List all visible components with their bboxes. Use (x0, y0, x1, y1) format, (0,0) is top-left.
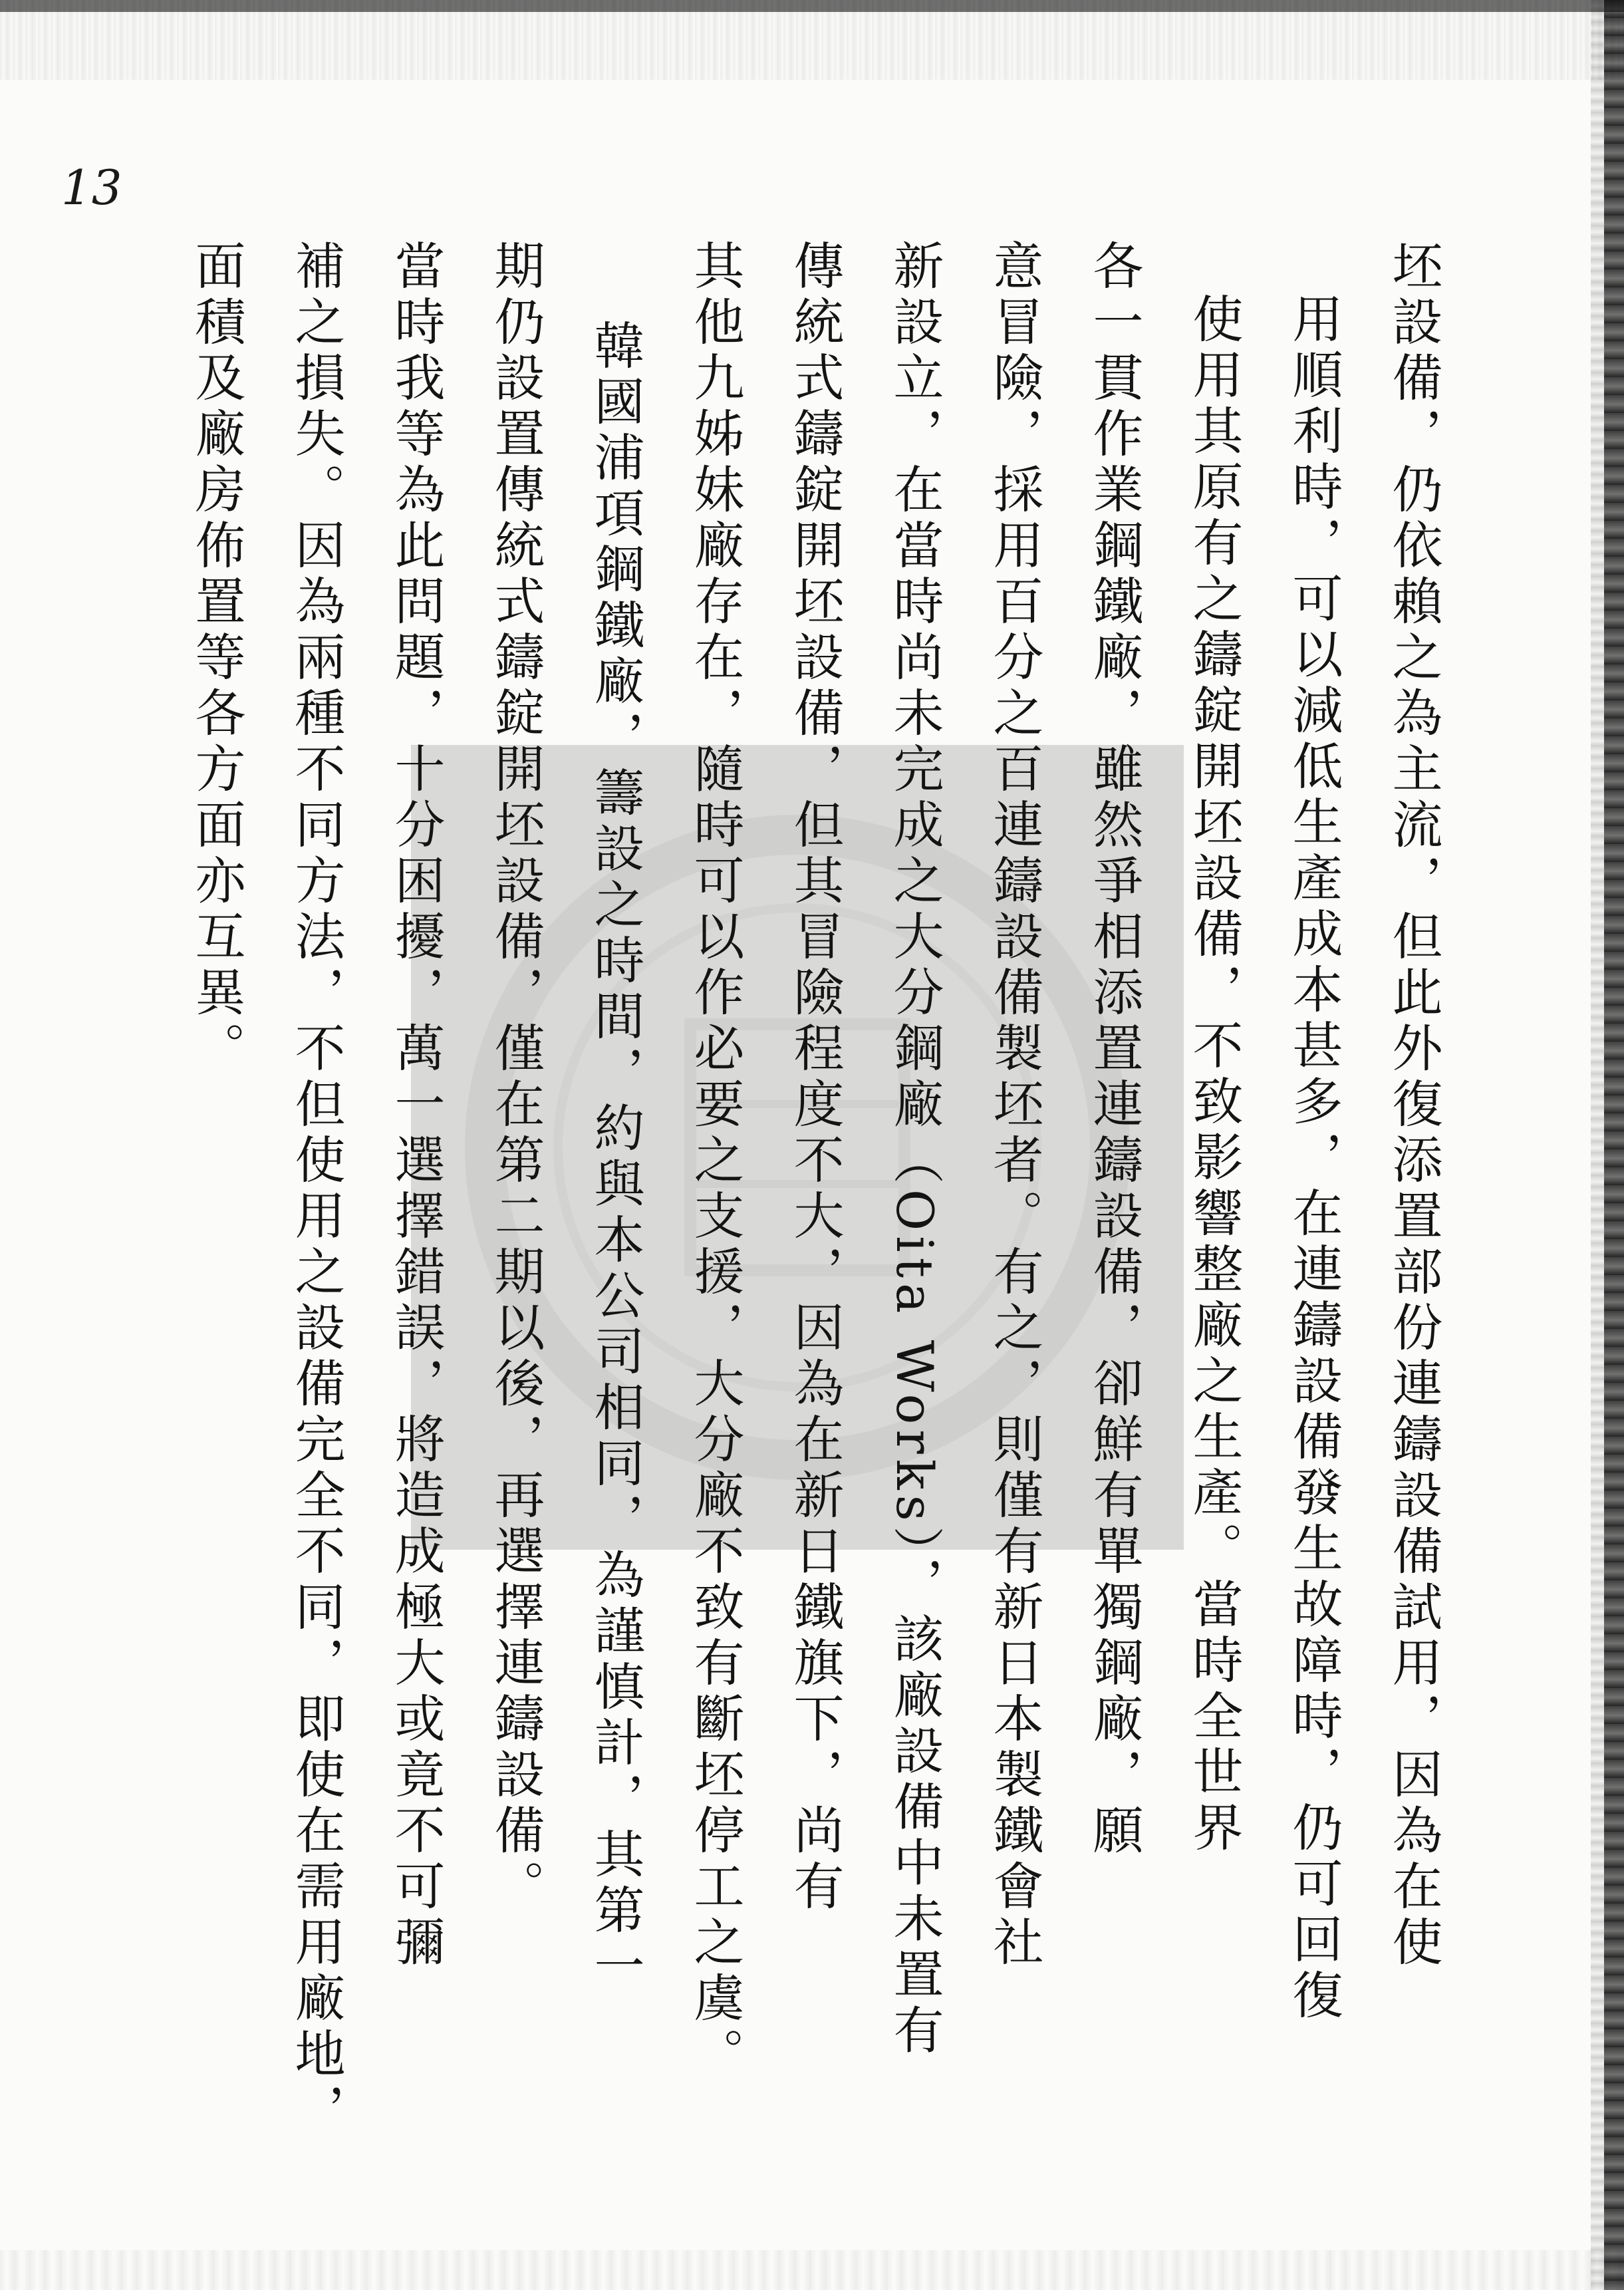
text-column: 各一貫作業鋼鐵廠，雖然爭相添置連鑄設備，卻鮮有單獨鋼廠，願 (1085, 239, 1144, 1860)
text-column: 意冒險，採用百分之百連鑄設備製坯者。有之，則僅有新日本製鐵會社 (985, 239, 1044, 1971)
text-column: 補之損失。因為兩種不同方法，不但使用之設備完全不同，即使在需用廠地， (287, 239, 346, 2139)
handwritten-text-body (120, 239, 1463, 2168)
scan-noise-bottom (0, 2250, 1624, 2290)
text-column: 使用其原有之鑄錠開坯設備，不致影響整廠之生產。當時全世界 (1184, 293, 1244, 1857)
text-column: 期仍設置傳統式鑄錠開坯設備，僅在第二期以後，再選擇連鑄設備。 (486, 239, 545, 1916)
text-column: 韓國浦項鋼鐵廠，籌設之時間，約與本公司相同，為謹慎計，其第一 (586, 319, 645, 1995)
scan-noise-top (0, 0, 1624, 80)
scan-noise-right (1591, 0, 1604, 2290)
text-column: 傳統式鑄錠開坯設備，但其冒險程度不大，因為在新日鐵旗下，尚有 (785, 239, 845, 1916)
text-column: 面積及廠房佈置等各方面亦互異。 (187, 239, 246, 1077)
text-column: 其他九姊妹廠存在，隨時可以作必要之支援，大分廠不致有斷坯停工之虞。 (686, 239, 745, 2083)
text-column: 坯設備，仍依賴之為主流，但此外復添置部份連鑄設備試用，因為在使 (1384, 239, 1443, 1971)
scan-edge-right (1604, 0, 1624, 2290)
text-column: 當時我等為此問題，十分困擾，萬一選擇錯誤，將造成極大或竟不可彌 (386, 239, 446, 1971)
scan-edge-top (0, 0, 1624, 12)
text-column: 新設立，在當時尚未完成之大分鋼廠（Oita Works），該廠設備中未置有 (885, 239, 944, 2060)
text-column: 用順利時，可以減低生產成本甚多，在連鑄設備發生故障時，仍可回復 (1284, 293, 1343, 2025)
page-number: 13 (61, 160, 122, 215)
